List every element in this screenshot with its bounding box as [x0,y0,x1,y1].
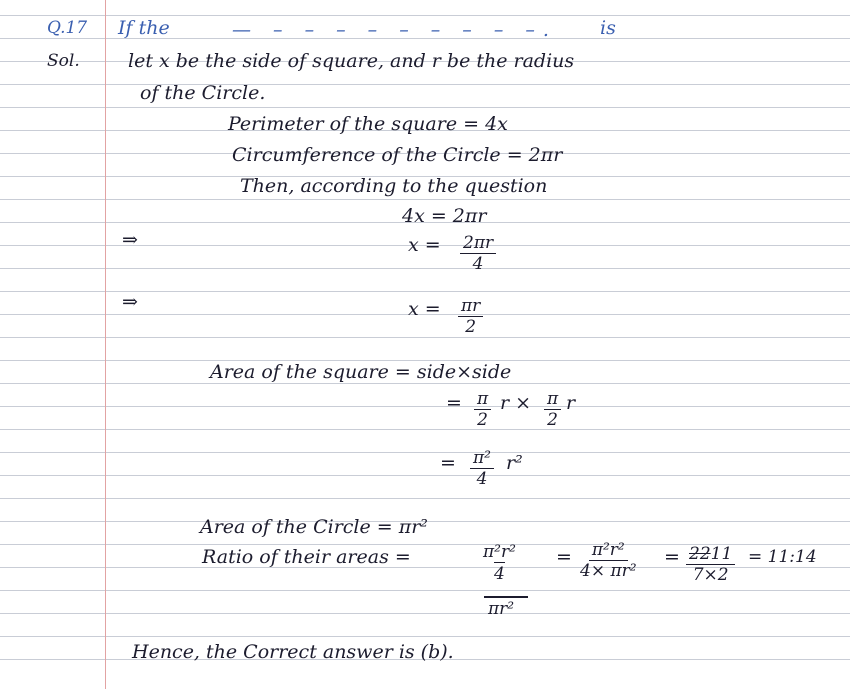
question-text: If the [118,17,170,39]
ratio-equals-2: = [664,546,680,568]
area-square-result-fraction [470,449,494,488]
fraction-denominator: 4 [476,469,488,489]
fraction-numerator: π [474,390,491,410]
area-square-middle: r × [500,392,532,414]
conclusion-line: Hence, the Correct answer is (b). [132,641,454,663]
ratio-equals-1: = [556,546,572,568]
fraction-denominator: 4× πr² [580,561,637,581]
equation-3-denominator: 2 [465,317,477,337]
equation-2-fraction [460,234,496,273]
ratio-result: = 11:14 [748,547,817,567]
ratio-label: Ratio of their areas = [202,546,411,568]
equation-3-lhs: x = [408,298,441,320]
area-square-fraction-2 [544,390,561,429]
then-line: Then, according to the question [240,175,548,197]
area-square-result-tail: r² [506,452,523,474]
implies-arrow-2: ⇒ [122,291,138,313]
area-square-result-equals: = [440,452,456,474]
ratio-fraction-3-struck: 22 [689,544,711,564]
area-square-fraction-1 [474,390,491,429]
perimeter-line: Perimeter of the square = 4x [228,113,508,135]
ratio-fraction-3 [686,545,735,584]
question-number: Q.17 [47,18,88,38]
ratio-fraction-2 [580,541,637,580]
fraction-numerator: π [544,390,561,410]
equation-2-denominator: 4 [472,254,484,274]
equation-2-numerator: 2πr [460,234,496,254]
ratio-big-fraction [480,543,519,583]
ratio-big-mid: 4 [494,564,505,584]
solution-line-1: let x be the side of square, and r be the radius [128,50,575,72]
ratio-big-numerator: π²r² [483,542,516,562]
equation-3-fraction [458,297,483,336]
question-end: is [600,17,616,39]
area-square-tail: r [566,392,576,414]
area-square-equals: = [446,392,462,414]
area-square-label: Area of the square = side×side [210,361,512,383]
fraction-numerator: π² [470,449,494,469]
solution-label: Sol. [47,51,80,71]
equation-1: 4x = 2πr [402,205,487,227]
equation-2-lhs: x = [408,234,441,256]
ratio-fraction-3-denominator: 7×2 [692,565,729,585]
equation-3-numerator: πr [458,297,483,317]
area-circle-line: Area of the Circle = πr² [200,516,428,538]
ratio-big-denominator: πr² [488,599,515,619]
circumference-line: Circumference of the Circle = 2πr [232,144,563,166]
margin-line [105,0,106,689]
ratio-fraction-3-numerator: 11 [710,544,733,564]
implies-arrow-1: ⇒ [122,229,138,251]
fraction-denominator: 2 [477,410,488,430]
fraction-denominator: 2 [547,410,558,430]
fraction-numerator: π²r² [589,541,628,561]
solution-line-2: of the Circle. [140,82,266,104]
question-dashes: — – – – – – – – – –. [232,19,557,41]
